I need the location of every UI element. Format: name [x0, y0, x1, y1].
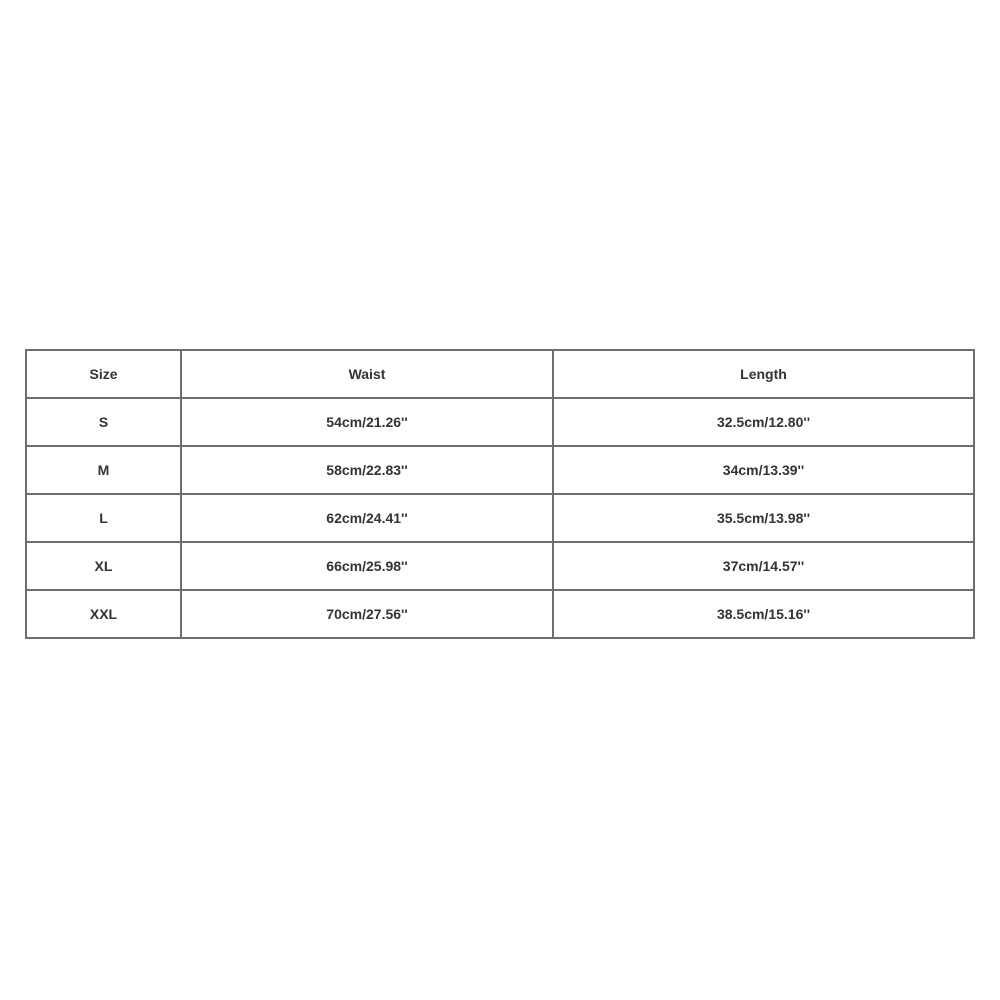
table-row	[26, 590, 974, 638]
table-row	[26, 398, 974, 446]
waist-cell: 62cm/24.41''	[181, 494, 553, 542]
header-waist: Waist	[181, 350, 553, 398]
length-cell: 38.5cm/15.16''	[553, 590, 974, 638]
waist-cell: 58cm/22.83''	[181, 446, 553, 494]
size-cell: L	[26, 494, 181, 542]
table-row	[26, 446, 974, 494]
size-cell: M	[26, 446, 181, 494]
waist-cell: 70cm/27.56''	[181, 590, 553, 638]
table-row	[26, 542, 974, 590]
length-cell: 32.5cm/12.80''	[553, 398, 974, 446]
waist-cell: 54cm/21.26''	[181, 398, 553, 446]
header-length: Length	[553, 350, 974, 398]
length-cell: 34cm/13.39''	[553, 446, 974, 494]
table-row	[26, 494, 974, 542]
size-chart-table	[25, 349, 975, 639]
length-cell: 35.5cm/13.98''	[553, 494, 974, 542]
size-cell: XXL	[26, 590, 181, 638]
table-header-row	[26, 350, 974, 398]
header-size: Size	[26, 350, 181, 398]
waist-cell: 66cm/25.98''	[181, 542, 553, 590]
size-cell: XL	[26, 542, 181, 590]
length-cell: 37cm/14.57''	[553, 542, 974, 590]
size-cell: S	[26, 398, 181, 446]
